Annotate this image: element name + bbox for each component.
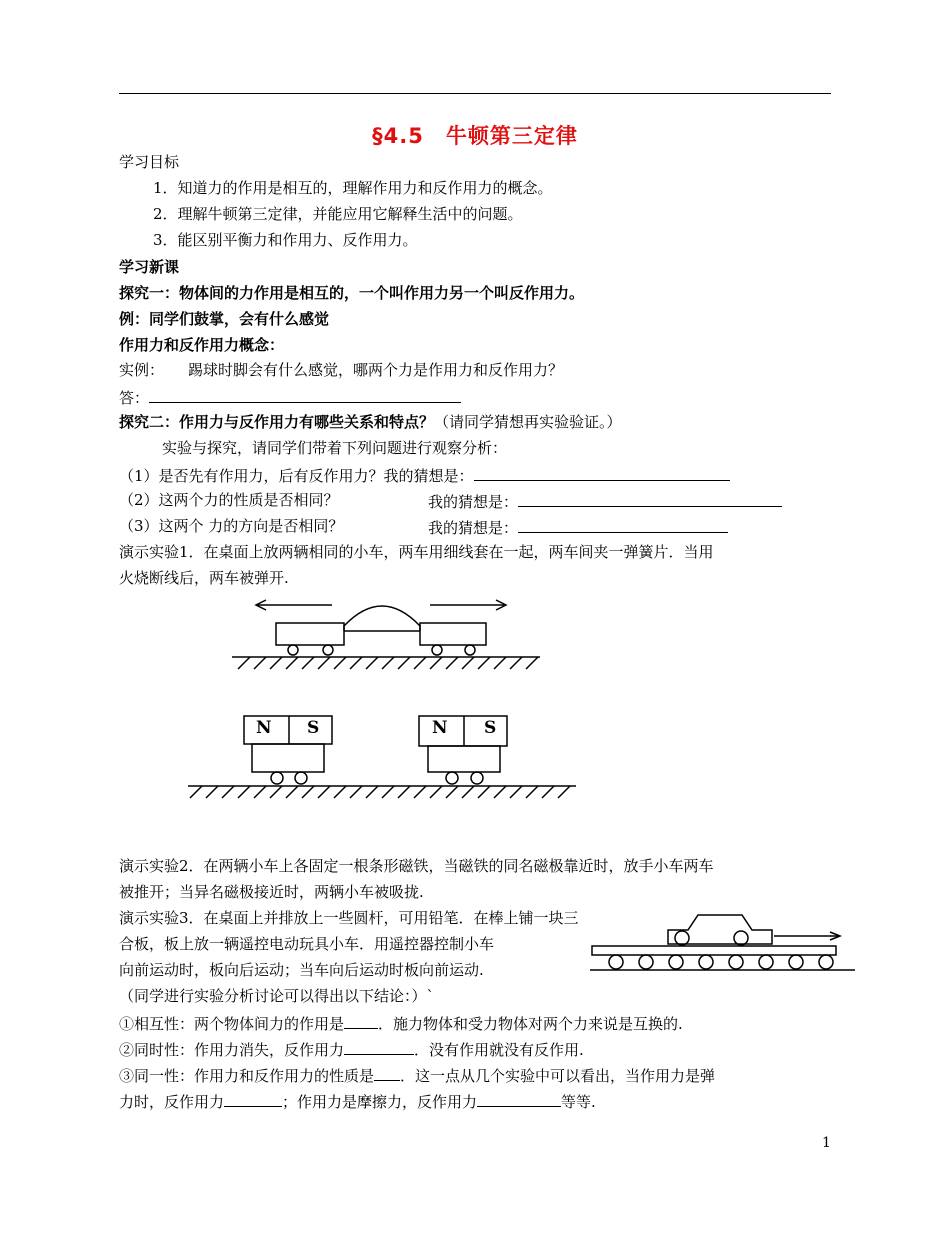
hatch-mark — [462, 657, 474, 669]
spring-carts-figure — [232, 600, 540, 669]
plywood-board — [592, 946, 836, 955]
hatch-mark — [430, 786, 442, 798]
conclusion-3-blank-3[interactable] — [477, 1090, 561, 1107]
hatch-mark — [270, 657, 282, 669]
hatch-mark — [478, 657, 490, 669]
experiment-intro: 实验与探究，请同学们带着下列问题进行观察分析： — [162, 439, 508, 457]
demo-1-line-1: 演示实验1．在桌面上放两辆相同的小车，两车用细线套在一起，两车间夹一弹簧片．当用 — [119, 543, 714, 561]
hatch-mark — [286, 786, 298, 798]
instance-label: 实例： — [119, 361, 165, 379]
goal-1: 1．知道力的作用是相互的，理解作用力和反作用力的概念。 — [153, 179, 553, 197]
hatch-mark — [446, 786, 458, 798]
concept-heading: 作用力和反作用力概念： — [119, 336, 285, 354]
hatch-mark — [254, 657, 266, 669]
page-number: 1 — [822, 1135, 831, 1151]
spring-leaf — [344, 606, 420, 631]
wheel — [288, 645, 298, 655]
demo-2-line-1: 演示实验2．在两辆小车上各固定一根条形磁铁，当磁铁的同名磁极靠近时，放手小车两车 — [119, 857, 714, 875]
hatch-mark — [494, 786, 506, 798]
right-magnet-cart — [428, 746, 500, 772]
hatch-mark — [318, 786, 330, 798]
demo-3-line-1: 演示实验3．在桌面上并排放上一些圆杆，可用铅笔．在棒上铺一块三 — [119, 909, 579, 927]
board-car-figure — [590, 915, 855, 970]
hatch-mark — [222, 786, 234, 798]
left-magnet-n-label: N — [256, 718, 272, 738]
page-title: §4.5 牛顿第三定律 — [372, 124, 578, 148]
goal-3: 3．能区别平衡力和作用力、反作用力。 — [153, 231, 418, 249]
hatch-mark — [206, 786, 218, 798]
question-1-text: （1）是否先有作用力，后有反作用力？我的猜想是： — [119, 467, 474, 485]
wheel — [465, 645, 475, 655]
wheel — [446, 772, 458, 784]
hatch-mark — [350, 786, 362, 798]
demo-3-line-3: 向前运动时，板向后运动；当车向后运动时板向前运动. — [119, 961, 484, 979]
question-2-guess: 我的猜想是： — [428, 490, 782, 512]
demo-3-line-2: 合板，板上放一辆遥控电动玩具小车．用遥控器控制小车 — [119, 935, 495, 953]
hatch-mark — [302, 786, 314, 798]
hatch-mark — [558, 786, 570, 798]
hatch-mark — [366, 786, 378, 798]
conclusion-3: ③同一性：作用力和反作用力的性质是 ．这一点从几个实验中可以看出，当作用力是弹 — [119, 1064, 715, 1086]
hatch-mark — [414, 657, 426, 669]
hatch-mark — [478, 786, 490, 798]
magnet-labels — [256, 718, 496, 738]
hatch-mark — [542, 786, 554, 798]
instance-text: 踢球时脚会有什么感觉，哪两个力是作用力和反作用力？ — [188, 361, 564, 379]
hatch-mark — [430, 657, 442, 669]
hatch-mark — [398, 657, 410, 669]
wheel — [323, 645, 333, 655]
conclusion-intro: （同学进行实验分析讨论可以得出以下结论：）` — [119, 987, 435, 1005]
hatch-mark — [366, 657, 378, 669]
hatch-mark — [462, 786, 474, 798]
question-3-guess: 我的猜想是： — [428, 516, 728, 538]
question-3-text: （3）这两个 力的方向是否相同？ — [119, 517, 344, 535]
demo-2-line-2: 被推开；当异名磁极接近时，两辆小车被吸拢. — [119, 883, 424, 901]
hatch-mark — [494, 657, 506, 669]
wheel — [675, 931, 689, 945]
hatch-mark — [238, 786, 250, 798]
roller — [819, 955, 833, 969]
question-2-text: （2）这两个力的性质是否相同？ — [119, 491, 339, 509]
roller — [789, 955, 803, 969]
hatch-mark — [414, 786, 426, 798]
conclusion-3-cont: 力时，反作用力 ；作用力是摩擦力，反作用力 等等. — [119, 1090, 596, 1112]
hatch-mark — [254, 786, 266, 798]
roller — [609, 955, 623, 969]
hatch-mark — [526, 786, 538, 798]
right-cart-body — [420, 623, 486, 645]
roller — [669, 955, 683, 969]
hatch-mark — [510, 657, 522, 669]
roller — [699, 955, 713, 969]
left-magnet-cart — [252, 744, 324, 772]
conclusion-2-blank[interactable] — [344, 1038, 414, 1055]
answer-label: 答： — [119, 389, 150, 407]
conclusion-1: ①相互性：两个物体间力的作用是 ．施力物体和受力物体对两个力来说是互换的. — [119, 1012, 683, 1034]
hatch-mark — [238, 657, 250, 669]
new-lesson-heading: 学习新课 — [119, 258, 180, 276]
conclusion-3-blank[interactable] — [374, 1064, 400, 1081]
wheel — [471, 772, 483, 784]
example-line: 例：同学们鼓掌，会有什么感觉 — [119, 310, 330, 328]
hatch-mark — [286, 657, 298, 669]
hatch-mark — [334, 786, 346, 798]
left-magnet-s-label: S — [307, 718, 320, 738]
left-cart-body — [276, 623, 344, 645]
roller — [639, 955, 653, 969]
hatch-mark — [446, 657, 458, 669]
conclusion-2: ②同时性：作用力消失，反作用力 ．没有作用就没有反作用. — [119, 1038, 584, 1060]
hatch-mark — [398, 786, 410, 798]
conclusion-3-blank-2[interactable] — [224, 1090, 282, 1107]
toy-car-body — [668, 915, 772, 944]
hatch-mark — [318, 657, 330, 669]
explore-2-note: （请同学猜想再实验验证。） — [434, 413, 622, 431]
hatch-mark — [382, 657, 394, 669]
magnet-carts-figure — [188, 716, 576, 798]
goal-2: 2．理解牛顿第三定律，并能应用它解释生活中的问题。 — [153, 205, 523, 223]
hatch-mark — [190, 786, 202, 798]
hatch-mark — [270, 786, 282, 798]
roller — [729, 955, 743, 969]
roller — [759, 955, 773, 969]
wheel — [271, 772, 283, 784]
conclusion-1-blank[interactable] — [344, 1012, 378, 1029]
rollers — [609, 955, 833, 969]
explore-2: 探究二：作用力与反作用力有哪些关系和特点？ — [119, 413, 435, 431]
hatch-mark — [382, 786, 394, 798]
ground-hatching — [238, 657, 538, 669]
explore-1: 探究一：物体间的力作用是相互的，一个叫作用力另一个叫反作用力。 — [119, 284, 585, 302]
wheel — [734, 931, 748, 945]
hatch-mark — [526, 657, 538, 669]
wheel — [432, 645, 442, 655]
hatch-mark — [334, 657, 346, 669]
right-magnet-n-label: N — [432, 718, 448, 738]
demo-1-line-2: 火烧断线后，两车被弹开. — [119, 569, 289, 587]
hatch-mark — [302, 657, 314, 669]
right-magnet-s-label: S — [484, 718, 497, 738]
ground-hatching — [190, 786, 570, 798]
hatch-mark — [510, 786, 522, 798]
goals-heading: 学习目标 — [119, 153, 180, 171]
hatch-mark — [350, 657, 362, 669]
wheel — [295, 772, 307, 784]
